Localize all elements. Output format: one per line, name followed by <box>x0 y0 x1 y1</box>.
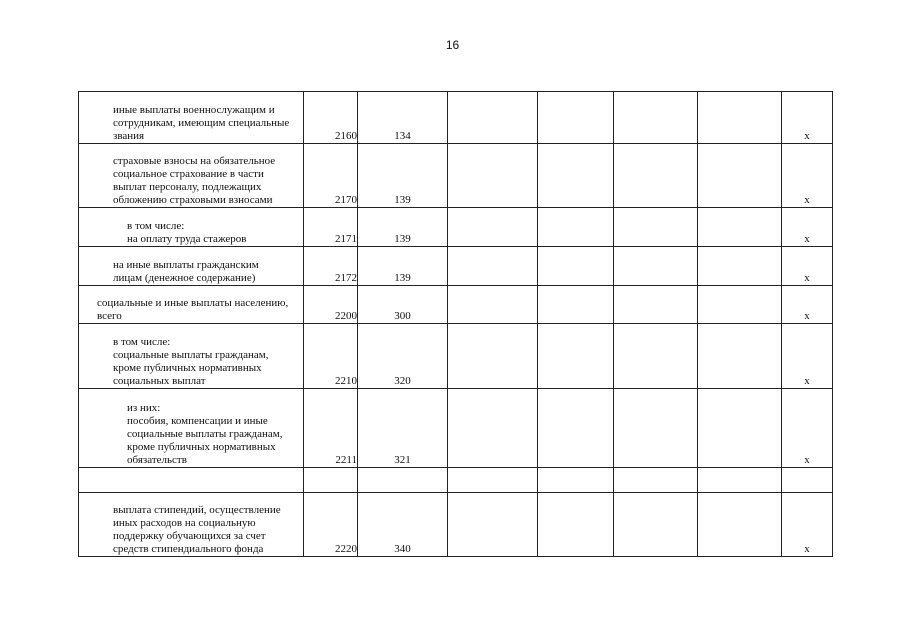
row-line-code: 2172 <box>304 247 358 286</box>
row-line-code: 2211 <box>304 389 358 468</box>
row-value-cell <box>448 144 538 208</box>
row-line-code <box>304 468 358 493</box>
row-value-cell <box>614 324 698 389</box>
row-mark <box>782 468 833 493</box>
row-kosgu-code: 340 <box>358 493 448 557</box>
row-description <box>79 468 304 493</box>
row-kosgu-code: 134 <box>358 92 448 144</box>
row-value-cell <box>614 389 698 468</box>
row-value-cell <box>538 144 614 208</box>
row-kosgu-code: 321 <box>358 389 448 468</box>
row-value-cell <box>538 247 614 286</box>
row-description: в том числе: на оплату труда стажеров <box>79 208 304 247</box>
table-row <box>79 92 833 144</box>
page-number: 16 <box>445 38 460 52</box>
row-kosgu-code: 300 <box>358 286 448 324</box>
row-value-cell <box>698 493 782 557</box>
row-value-cell <box>614 92 698 144</box>
row-value-cell <box>698 389 782 468</box>
row-value-cell <box>698 144 782 208</box>
row-kosgu-code <box>358 468 448 493</box>
row-value-cell <box>448 286 538 324</box>
row-mark: x <box>782 208 833 247</box>
table-row <box>79 247 833 286</box>
row-description: в том числе: социальные выплаты гражданам, кроме публичных нормативных социальных выплат <box>79 324 304 389</box>
row-line-code: 2210 <box>304 324 358 389</box>
row-description: иные выплаты военнослужащим и сотрудникам, имеющим специальные звания <box>79 92 304 144</box>
row-value-cell <box>538 92 614 144</box>
row-kosgu-code: 320 <box>358 324 448 389</box>
row-mark: x <box>782 144 833 208</box>
row-value-cell <box>448 389 538 468</box>
row-description: страховые взносы на обязательное социальное страхование в части выплат персоналу, подлежащих обложению страховыми взносами <box>79 144 304 208</box>
row-value-cell <box>448 493 538 557</box>
row-value-cell <box>614 208 698 247</box>
table-row <box>79 286 833 324</box>
row-value-cell <box>614 247 698 286</box>
row-line-code: 2171 <box>304 208 358 247</box>
row-mark: x <box>782 247 833 286</box>
row-mark: x <box>782 493 833 557</box>
row-kosgu-code: 139 <box>358 144 448 208</box>
row-value-cell <box>448 208 538 247</box>
budget-table <box>78 91 833 557</box>
row-value-cell <box>448 247 538 286</box>
table-row <box>79 208 833 247</box>
row-value-cell <box>614 468 698 493</box>
row-line-code: 2200 <box>304 286 358 324</box>
row-mark: x <box>782 324 833 389</box>
row-line-code: 2170 <box>304 144 358 208</box>
table-row <box>79 493 833 557</box>
table-row <box>79 468 833 493</box>
table-row <box>79 144 833 208</box>
row-mark: x <box>782 286 833 324</box>
row-value-cell <box>698 247 782 286</box>
row-value-cell <box>698 286 782 324</box>
row-value-cell <box>448 92 538 144</box>
row-kosgu-code: 139 <box>358 208 448 247</box>
row-value-cell <box>538 389 614 468</box>
table-row <box>79 389 833 468</box>
row-description: на иные выплаты гражданским лицам (денежное содержание) <box>79 247 304 286</box>
row-value-cell <box>538 208 614 247</box>
row-mark: x <box>782 389 833 468</box>
row-value-cell <box>538 493 614 557</box>
row-value-cell <box>538 286 614 324</box>
row-mark: x <box>782 92 833 144</box>
row-description: выплата стипендий, осуществление иных расходов на социальную поддержку обучающихся за счет средств стипендиального фонда <box>79 493 304 557</box>
row-kosgu-code: 139 <box>358 247 448 286</box>
row-description: социальные и иные выплаты населению, всего <box>79 286 304 324</box>
row-value-cell <box>538 468 614 493</box>
row-value-cell <box>698 468 782 493</box>
table-row <box>79 324 833 389</box>
row-value-cell <box>448 468 538 493</box>
row-value-cell <box>614 286 698 324</box>
row-value-cell <box>614 493 698 557</box>
row-value-cell <box>448 324 538 389</box>
row-line-code: 2160 <box>304 92 358 144</box>
row-value-cell <box>698 92 782 144</box>
row-value-cell <box>538 324 614 389</box>
row-value-cell <box>698 208 782 247</box>
row-line-code: 2220 <box>304 493 358 557</box>
row-description: из них: пособия, компенсации и иные социальные выплаты гражданам, кроме публичных нормативных обязательств <box>79 389 304 468</box>
row-value-cell <box>614 144 698 208</box>
row-value-cell <box>698 324 782 389</box>
